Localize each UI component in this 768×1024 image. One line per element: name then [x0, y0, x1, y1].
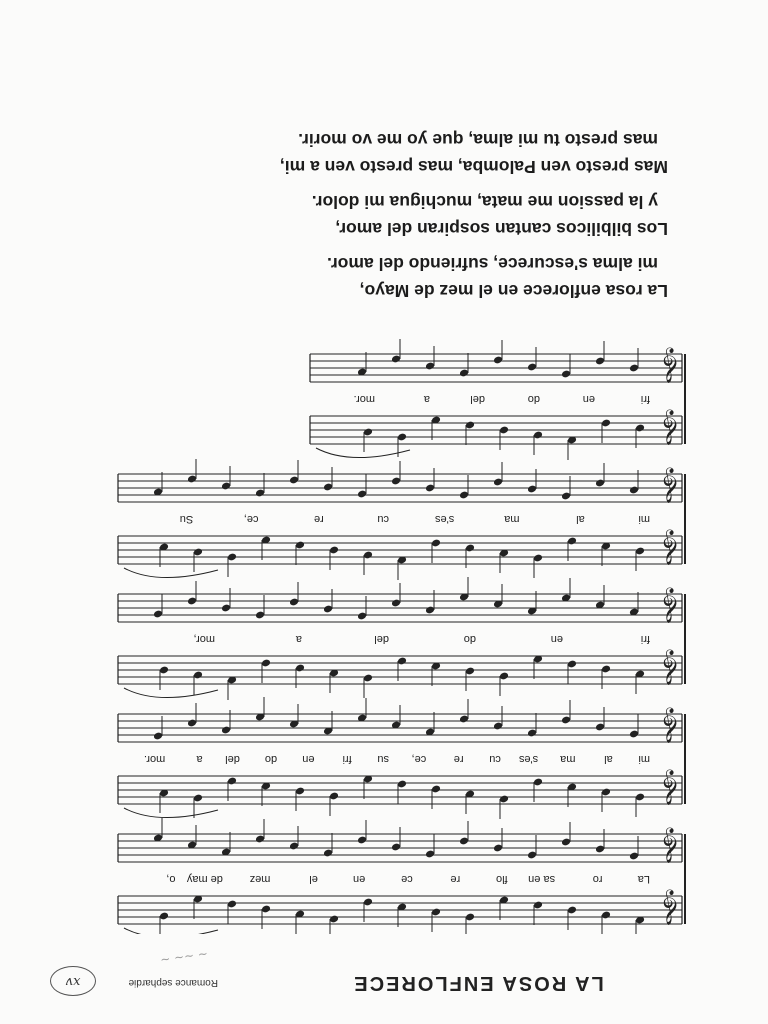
- lyric-syllable: re: [450, 873, 461, 885]
- score-svg: [110, 324, 690, 934]
- treble-clef-icon: 𝄞: [662, 708, 680, 743]
- lyric-syllable: el: [309, 873, 318, 885]
- slur: [124, 928, 218, 934]
- lyric-syllable: a: [196, 753, 203, 765]
- lyric-syllable: re: [313, 513, 324, 525]
- lyric-syllable: a: [423, 393, 430, 405]
- song-title: LA ROSA ENFLORECE: [352, 972, 604, 994]
- lyric-syllable: en: [302, 753, 315, 765]
- stanza-line: y la passion me mata, muchigua mi dolor.: [311, 192, 658, 212]
- lyric-syllable: ce: [401, 873, 413, 885]
- lyric-syllable: do: [527, 393, 540, 405]
- slur: [124, 808, 218, 818]
- lyrics-block: [148, 118, 668, 304]
- lyric-syllable: en: [582, 393, 595, 405]
- slur: [124, 688, 218, 698]
- lyric-syllable: ce,: [411, 753, 427, 765]
- musical-score: [110, 324, 690, 934]
- stanza-line: La rosa enflorece en el mez de Mayo,: [359, 281, 668, 301]
- lyric-syllable: cu: [489, 753, 501, 765]
- treble-clef-icon: 𝄞: [662, 650, 680, 685]
- lyric-syllable: re: [453, 753, 464, 765]
- song-subtitle: Romance sephardie: [128, 977, 218, 988]
- stanza-line: mas presto tu mi alma, que yo me vo morir.: [298, 130, 658, 150]
- lyric-syllable: en: [353, 873, 366, 885]
- lyric-syllable: del: [374, 633, 389, 645]
- lyric-syllable: del: [470, 393, 485, 405]
- handwritten-margin-note: ~ ~~ ~: [159, 946, 209, 968]
- lyric-syllable: s'es: [435, 513, 455, 525]
- lyric-syllable: mi: [638, 753, 650, 765]
- lyric-syllable: mor.: [143, 753, 166, 765]
- lyric-syllable: ma: [560, 753, 576, 765]
- lyric-syllable: fri: [640, 393, 650, 405]
- lyric-syllable: mez: [249, 873, 271, 885]
- treble-clef-icon: 𝄞: [662, 770, 680, 805]
- stanza-2: [148, 188, 668, 242]
- lyric-syllable: do: [463, 633, 476, 645]
- stanza-line: mi alma s'escurece, sufriendo del amor.: [327, 254, 658, 274]
- lyric-syllable: de may: [186, 873, 223, 885]
- lyric-syllable: mor.: [353, 393, 375, 405]
- lyric-syllable: su: [377, 753, 389, 765]
- lyric-syllable: flo: [496, 873, 508, 885]
- lyric-syllable: mi: [638, 513, 650, 525]
- lyric-syllable: fri: [640, 633, 650, 645]
- lyric-syllable: sa en: [528, 873, 556, 885]
- lyric-syllable: o,: [166, 873, 176, 885]
- page-mark: xv: [50, 966, 96, 996]
- lyric-syllable: al: [576, 513, 585, 525]
- stanza-line: Mas presto ven Palomba, mas presto ven a mi,: [279, 157, 668, 177]
- lyric-syllable: del: [225, 753, 240, 765]
- lyric-syllable: La: [637, 873, 650, 885]
- treble-clef-icon: 𝄞: [662, 588, 680, 623]
- slur: [124, 568, 218, 578]
- treble-clef-icon: 𝄞: [662, 890, 680, 925]
- lyric-syllable: en: [550, 633, 563, 645]
- lyric-syllable: a: [295, 633, 302, 645]
- stanza-line: Los bilbilicos cantan sospiran del amor,: [335, 219, 668, 239]
- treble-clef-icon: 𝄞: [662, 828, 680, 863]
- lyric-syllable: al: [604, 753, 613, 765]
- stanza-3: [148, 126, 668, 180]
- slur: [316, 448, 410, 458]
- lyric-syllable: ma: [504, 513, 520, 525]
- lyric-syllable: ce,: [243, 513, 259, 525]
- treble-clef-icon: 𝄞: [662, 468, 680, 503]
- treble-clef-icon: 𝄞: [662, 410, 680, 445]
- lyric-syllable: Su: [179, 513, 194, 525]
- lyric-syllable: cu: [377, 513, 389, 525]
- lyric-syllable: mor,: [193, 633, 215, 645]
- lyric-syllable: ro: [592, 873, 603, 885]
- stanza-1: [148, 250, 668, 304]
- treble-clef-icon: 𝄞: [662, 348, 680, 383]
- treble-clef-icon: 𝄞: [662, 530, 680, 565]
- lyric-syllable: fri: [342, 753, 352, 765]
- lyric-syllable: s'es: [518, 753, 539, 765]
- lyric-syllable: do: [264, 753, 278, 765]
